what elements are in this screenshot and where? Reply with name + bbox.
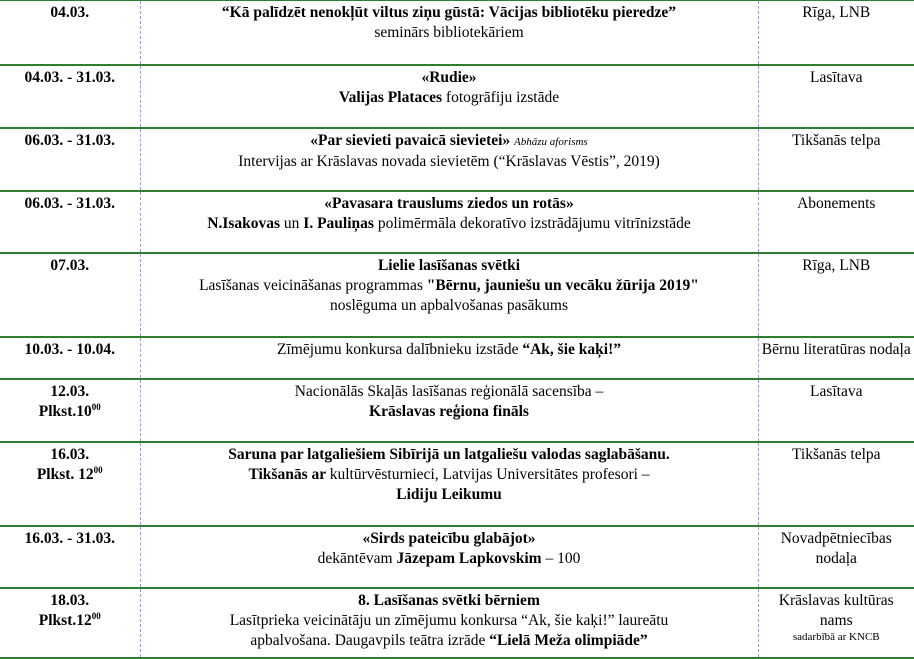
event-description [143, 631, 756, 651]
place-cell: Rīga, LNB [802, 256, 871, 274]
date-text: 18.03. [50, 591, 90, 609]
table-row [0, 1, 914, 65]
event-description: seminārs bibliotekāriem [374, 24, 524, 41]
conjunction-text: un [280, 214, 304, 232]
event-cell [140, 65, 758, 128]
time-minutes: 00 [91, 610, 101, 621]
date-text: 16.03. [50, 445, 90, 463]
place-cell: Lasītava [809, 382, 863, 400]
place-cell: Abonements [797, 194, 876, 212]
place-cell: Tikšanās telpa [791, 445, 881, 463]
event-author: Valijas Plataces [338, 88, 443, 106]
date-cell: 06.03. - 31.03. [0, 128, 140, 191]
table-row [0, 588, 914, 658]
time-minutes: 00 [91, 401, 101, 412]
time-value: Plkst. 12 [36, 465, 94, 483]
event-title: «Rudie» [421, 68, 477, 86]
event-description [143, 549, 756, 569]
place-cell: Novadpētniecības nodaļa [780, 529, 892, 567]
event-show: “Lielā Meža olimpiāde” [489, 631, 648, 649]
event-title: Lielie lasīšanas svētki [377, 256, 521, 274]
table-row [0, 253, 914, 337]
event-description [143, 214, 756, 234]
place-cell [758, 588, 914, 658]
table-row [0, 128, 914, 191]
place-cell: Lasītava [809, 68, 863, 86]
place-text: Krāslavas kultūras nams [778, 591, 894, 629]
table-row [0, 442, 914, 526]
table-row [0, 65, 914, 128]
place-note: sadarbībā ar KNCB [792, 630, 880, 643]
event-title: “Kā palīdzēt nenokļūt viltus ziņu gūstā: Vācijas bibliotēku pieredze” [221, 4, 677, 21]
date-cell: 16.03. - 31.03. [0, 526, 140, 588]
time-minutes: 00 [93, 464, 103, 475]
event-cell [140, 442, 758, 526]
date-cell: 06.03. - 31.03. [0, 191, 140, 253]
event-desc-text: – 100 [541, 549, 581, 567]
event-cell [140, 526, 758, 588]
event-title: Saruna par latgaliešiem Sibīrijā un latgaliešu valodas saglabāšanu. [228, 445, 670, 463]
event-meet: Tikšanās ar [248, 465, 330, 483]
event-person: Jāzepam Lapkovskim [396, 549, 542, 567]
event-desc-text: dekāntēvam [317, 549, 397, 567]
date-cell [0, 442, 140, 526]
event-desc-text: Zīmējumu konkursa dalībnieku izstāde [277, 340, 523, 358]
event-cell [140, 128, 758, 191]
event-author: N.Isakovas [207, 214, 281, 232]
event-description [143, 340, 756, 360]
event-description [143, 465, 756, 485]
event-desc-text: fotogrāfiju izstāde [442, 88, 560, 106]
event-desc-text: kultūrvēsturnieci, Latvijas Universitātes profesori – [329, 465, 650, 483]
event-author: I. Pauliņas [303, 214, 374, 232]
event-description: Intervijas ar Krāslavas novada sievietēm (“Krāslavas Vēstis”, 2019) [238, 152, 660, 170]
event-cell [140, 337, 758, 379]
table-row [0, 526, 914, 588]
event-title: 8. Lasīšanas svētki bērniem [358, 591, 540, 609]
time-text [2, 465, 138, 485]
table-row [0, 337, 914, 379]
event-desc-text: apbalvošana. Daugavpils teātra izrāde [250, 631, 490, 649]
event-title: “Ak, šie kaķi!” [522, 340, 621, 358]
place-cell: Bērnu literatūras nodaļa [761, 340, 911, 358]
date-cell [0, 379, 140, 442]
event-description [143, 88, 756, 108]
time-value: Plkst.10 [38, 402, 92, 420]
event-description [143, 276, 756, 296]
event-title: Krāslavas reģiona fināls [369, 402, 529, 420]
event-title: «Pavasara trauslums ziedos un rotās» [324, 194, 574, 212]
event-title: «Sirds pateicību glabājot» [362, 529, 536, 547]
event-description: Nacionālās Skaļās lasīšanas reģionālā sacensība – [294, 382, 604, 400]
event-person: Lidiju Leikumu [396, 485, 502, 503]
event-desc-text: Lasīšanas veicināšanas programmas [199, 276, 427, 294]
event-cell [140, 588, 758, 658]
date-cell: 10.03. - 10.04. [0, 337, 140, 379]
event-cell [140, 253, 758, 337]
time-text [2, 611, 138, 631]
event-note: Abhāzu aforisms [514, 135, 588, 148]
event-program: "Bērnu, jauniešu un vecāku žūrija 2019" [426, 276, 699, 294]
event-cell [140, 191, 758, 253]
table-row [0, 191, 914, 253]
date-text: 12.03. [50, 382, 90, 400]
date-cell: 04.03. - 31.03. [0, 65, 140, 128]
event-description: Lasītprieka veicinātāju un zīmējumu konkursa “Ak, šie kaķi!” laureātu [229, 611, 669, 629]
event-title: «Par sievieti pavaicā sievietei» [310, 131, 511, 149]
place-cell: Tikšanās telpa [791, 131, 881, 149]
event-cell [140, 379, 758, 442]
event-description: noslēguma un apbalvošanas pasākums [329, 296, 569, 314]
time-value: Plkst.12 [38, 611, 92, 629]
time-text [2, 402, 138, 422]
date-cell: 07.03. [0, 253, 140, 337]
table-row [0, 379, 914, 442]
date-cell [0, 588, 140, 658]
date-cell: 04.03. [0, 1, 140, 65]
event-desc-text: polimērmāla dekoratīvo izstrādājumu vitrīnizstāde [373, 214, 691, 232]
place-cell: Rīga, LNB [802, 4, 871, 21]
event-cell [140, 1, 758, 65]
